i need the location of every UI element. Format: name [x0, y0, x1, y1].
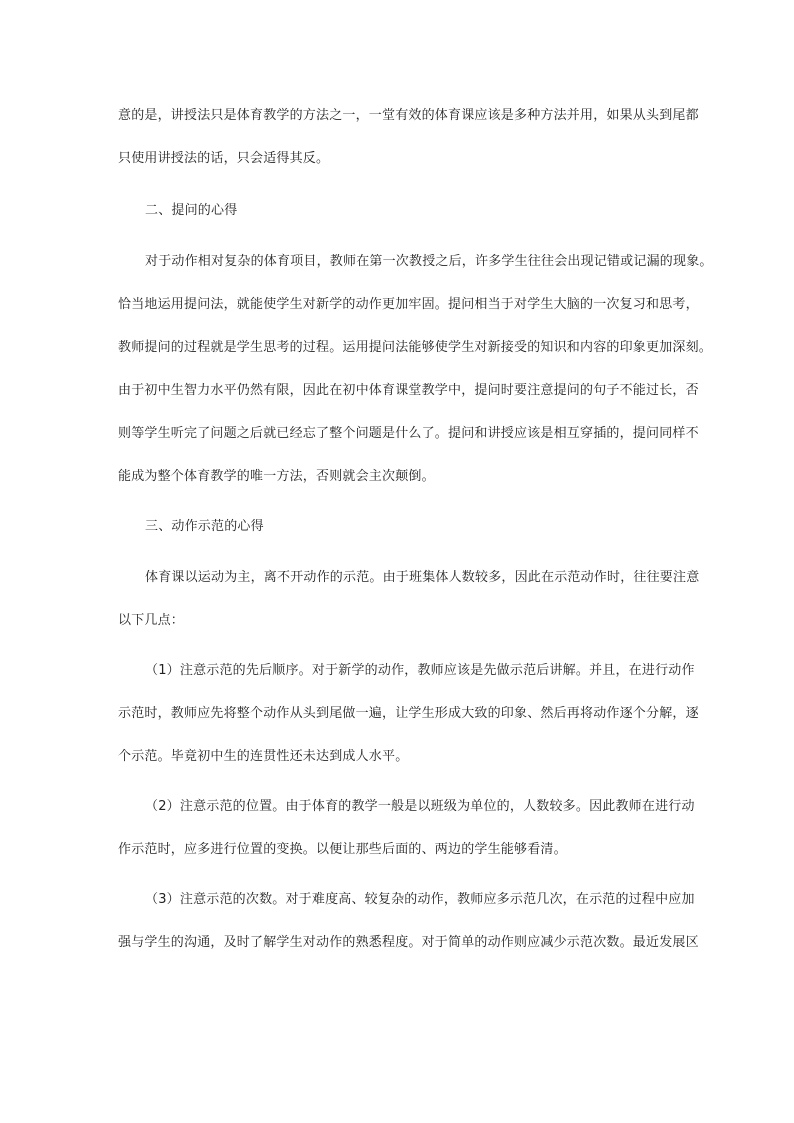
text-line-6: 教师提问的过程就是学生思考的过程。运用提问法能够使学生对新接受的知识和内容的印象更加深刻。 [118, 340, 713, 355]
text-line-13: （1）注意示范的先后顺序。对于新学的动作，教师应该是先做示范后讲解。并且，在进行动作 [145, 663, 695, 678]
text-line-8: 则等学生听完了问题之后就已经忘了整个问题是什么了。提问和讲授应该是相互穿插的，提问同样不 [118, 426, 699, 441]
text-line-14: 示范时，教师应先将整个动作从头到尾做一遍，让学生形成大致的印象、然后再将动作逐个分解，逐 [118, 706, 699, 721]
text-line-16: （2）注意示范的位置。由于体育的教学一般是以班级为单位的，人数较多。因此教师在进行动 [145, 799, 695, 814]
text-line-1: 意的是，讲授法只是体育教学的方法之一，一堂有效的体育课应该是多种方法并用，如果从头到尾都 [118, 108, 699, 123]
text-line-11: 体育课以运动为主，离不开动作的示范。由于班集体人数较多，因此在示范动作时，往往要注意 [145, 570, 700, 585]
section-heading-questioning: 二、提问的心得 [145, 203, 238, 218]
text-line-9: 能成为整个体育教学的唯一方法，否则就会主次颠倒。 [118, 469, 435, 484]
text-line-2: 只使用讲授法的话，只会适得其反。 [118, 151, 330, 166]
text-line-19: 强与学生的沟通，及时了解学生对动作的熟悉程度。对于简单的动作则应减少示范次数。最近发展区 [118, 935, 699, 950]
text-line-5: 恰当地运用提问法，就能使学生对新学的动作更加牢固。提问相当于对学生大脑的一次复习和思考， [118, 297, 699, 312]
text-line-17: 作示范时，应多进行位置的变换。以便让那些后面的、两边的学生能够看清。 [118, 842, 567, 857]
text-line-15: 个示范。毕竟初中生的连贯性还未达到成人水平。 [118, 749, 409, 764]
text-line-12: 以下几点： [118, 613, 185, 628]
section-heading-demonstration: 三、动作示范的心得 [145, 519, 264, 534]
text-line-4: 对于动作相对复杂的体育项目，教师在第一次教授之后，许多学生往往会出现记错或记漏的现象。 [145, 254, 713, 269]
text-line-7: 由于初中生智力水平仍然有限，因此在初中体育课堂教学中，提问时要注意提问的句子不能过长，否 [118, 383, 699, 398]
text-line-18: （3）注意示范的次数。对于难度高、较复杂的动作，教师应多示范几次，在示范的过程中应加 [145, 892, 695, 907]
